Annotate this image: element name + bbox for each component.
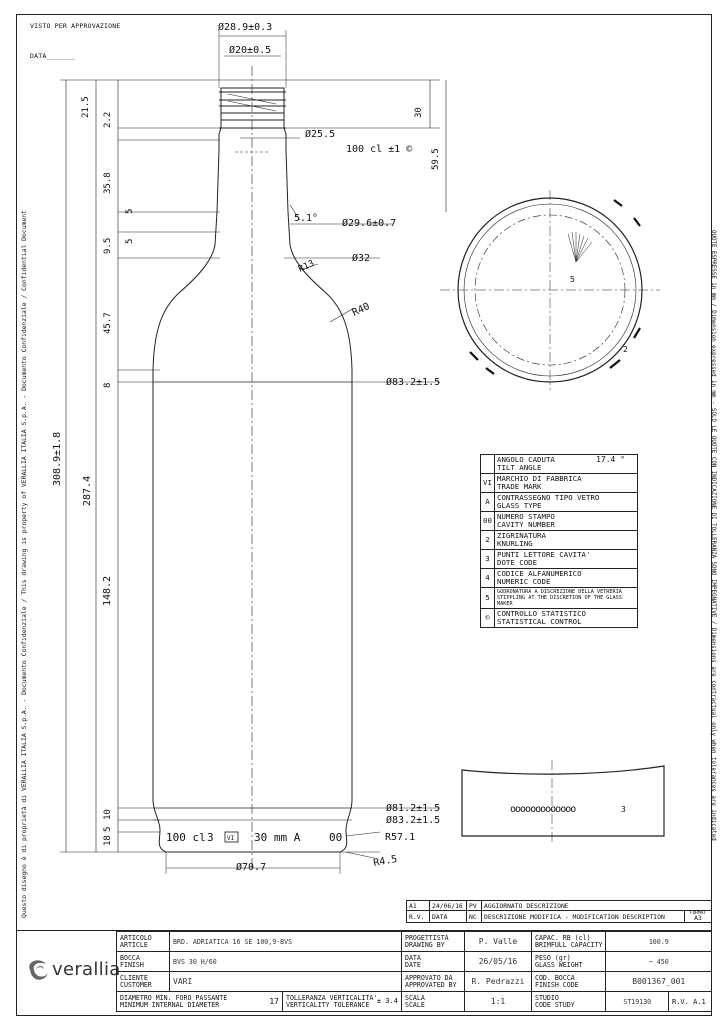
legend-it: CONTRASSEGNO TIPO VETRO: [497, 493, 600, 502]
legend-en: STATISTICAL CONTROL: [497, 617, 582, 626]
dim-d28-9: Ø28.9±0.3: [218, 22, 273, 33]
dim-angle: 5.1°: [294, 213, 319, 224]
dim-h8: 8: [103, 382, 113, 388]
legend-it: MARCHIO DI FABBRICA: [497, 474, 582, 483]
legend-key: VI: [481, 474, 495, 493]
legend-it: CONTROLLO STATISTICO: [497, 609, 586, 618]
rv-value: A.1: [693, 997, 706, 1006]
legend-key: 4: [481, 569, 495, 588]
format-label: FORMAT: [689, 911, 707, 916]
designer-value: P. Valle: [464, 932, 531, 952]
dim-h45-7: 45.7: [103, 312, 113, 334]
base-label-3: 3: [621, 805, 626, 814]
legend-en: KNURLING: [497, 539, 533, 548]
dim-d83-2-top: Ø83.2±1.5: [386, 377, 441, 388]
dim-h2-2: 2.2: [103, 111, 113, 128]
dim-r40: R40: [350, 301, 372, 319]
legend-row: [481, 531, 638, 550]
dim-h5a: 5: [125, 208, 135, 214]
legend-row: [481, 569, 638, 588]
rev-head-by: NC: [467, 911, 482, 923]
approved-value: R. Pedrazzi: [464, 972, 531, 992]
legend-key: [481, 455, 495, 474]
min-diameter-value: 17: [269, 996, 279, 1006]
dim-d81-2: Ø81.2±1.5: [386, 803, 441, 814]
rev-head-code: R.V.: [407, 911, 430, 923]
rev-by: PV: [467, 901, 482, 911]
article-value: BRD. ADRIATICA 16 SE 100,9-BVS: [170, 932, 402, 952]
tilt-angle-value: 17.4 °: [596, 455, 625, 464]
dim-h21-5: 21.5: [81, 96, 91, 118]
finish-code-label: COD. BOCCA FINISH CODE: [531, 972, 606, 992]
dim-v30: 30: [414, 107, 424, 118]
dim-r4-5: R4.5: [372, 853, 399, 869]
format-value: A3: [694, 914, 702, 922]
rev-date: 24/06/16: [430, 901, 467, 911]
finish-code-value: B001367_001: [606, 972, 712, 992]
dim-d70-7: Ø70.7: [236, 862, 267, 873]
verallia-logo: [22, 955, 121, 989]
capacity-mark: 100 cl ±1 ©: [346, 144, 413, 155]
dim-h10: 10: [103, 809, 113, 820]
emboss-cl: 100 cl: [166, 831, 206, 844]
dim-d20: Ø20±0.5: [229, 45, 272, 56]
verallia-logo-text: verallia: [52, 959, 121, 980]
rev-desc: AGGIORNATO DESCRIZIONE: [482, 901, 712, 911]
dim-d83-2-bot: Ø83.2±1.5: [386, 815, 441, 826]
dim-d29-6: Ø29.6±0.7: [342, 218, 397, 229]
rev-head-desc: DESCRIZIONE MODIFICA - MODIFICATION DESCRIPTION: [482, 911, 685, 923]
weight-value: ~ 450: [606, 952, 712, 972]
capacity-value: 100.9: [606, 932, 712, 952]
verallia-logo-icon: [22, 955, 52, 985]
dim-h308: 308.9±1.8: [52, 431, 63, 486]
legend-en: TRADE MARK: [497, 482, 542, 491]
weight-label: PESO (gr) GLASS WEIGHT: [531, 952, 606, 972]
legend-key: 3: [481, 550, 495, 569]
dim-d32: Ø32: [352, 253, 371, 264]
legend-it: NUMERO STAMPO: [497, 512, 555, 521]
customer-label: CLIENTE CUSTOMER: [117, 972, 170, 992]
finish-label: BOCCA FINISH: [117, 952, 170, 972]
verticality-label: TOLLERANZA VERTICALITA' VERTICALITY TOLERANCE ± 3.4: [282, 992, 401, 1012]
legend-en: DOTE CODE: [497, 558, 538, 567]
customer-value: VARI: [170, 972, 402, 992]
legend-it: ANGOLO CADUTA: [497, 455, 555, 464]
confidential-note: Questo disegno è di proprietà di VERALLIA ITALIA S.p.A. - Documento Confidenziale / This drawing is property of VERALLIA ITALIA S.p.A. - Documento Confidenziale / Confidential Document: [20, 210, 28, 918]
dim-v59-5: 59.5: [431, 148, 441, 170]
approved-label: APPROVATO DA APPROVATED BY: [401, 972, 464, 992]
legend-key: ©: [481, 609, 495, 628]
legend-it: ZIGRINATURA: [497, 531, 546, 540]
min-diameter-label: DIAMETRO MIN. FORO PASSANTE MINIMUM INTERNAL DIAMETER 17: [117, 992, 283, 1012]
bottle-outline: [153, 88, 352, 852]
dim-h148: 148.2: [102, 575, 113, 606]
legend-row: [481, 609, 638, 628]
article-label: ARTICOLO ARTICLE: [117, 932, 170, 952]
scale-label: SCALA SCALE: [401, 992, 464, 1012]
title-block: [16, 930, 712, 1017]
dimension-note: QUOTE ESPRESSE in mm / Dimension expressed in mm - SOLO LE QUOTE CON INDICAZIONE DI TOLLERANZA SONO IMPEGNATIVE / Dimensions are contractual only when tolerances are indicated: [710, 230, 716, 841]
base-label-2: 2: [623, 345, 628, 354]
emboss-00: 00: [329, 831, 343, 844]
legend-it: CODICE ALFANUMERICO: [497, 569, 582, 578]
rev-head-date: DATA: [430, 911, 467, 923]
revision-header: [407, 911, 712, 923]
capacity-label: CAPAC. RB (cl) BRIMFULL CAPACITY: [531, 932, 606, 952]
legend-row: [481, 512, 638, 531]
emboss-mm: 30 mm A: [254, 831, 301, 844]
legend-en: CAVITY NUMBER: [497, 520, 555, 529]
finish-value: BVS 30 H/60: [170, 952, 402, 972]
dim-h35-8: 35.8: [103, 172, 113, 194]
scale-value: 1:1: [464, 992, 531, 1012]
rev-code: A1: [407, 901, 430, 911]
revision-row: [407, 901, 712, 911]
approval-label: VISTO PER APPROVAZIONE: [30, 22, 121, 30]
study-label: STUDIO CODE STUDY: [531, 992, 606, 1012]
legend-en: NUMERIC CODE: [497, 577, 551, 586]
date-label: DATA_______: [30, 52, 76, 60]
designer-label: PROGETTISTA DRAWING BY: [401, 932, 464, 952]
dim-h287: 287.4: [82, 475, 93, 506]
dim-r57: R57.1: [385, 832, 416, 843]
legend-key: 00: [481, 512, 495, 531]
dim-h5c: 5: [103, 826, 113, 832]
verticality-value: ± 3.4: [376, 996, 398, 1005]
dim-h9-5: 9.5: [103, 237, 113, 254]
legend-row: [481, 474, 638, 493]
dim-h5b: 5: [125, 238, 135, 244]
legend-row: [481, 588, 638, 609]
dim-h18: 18: [103, 835, 113, 846]
legend-en: GLASS TYPE: [497, 501, 542, 510]
study-value: ST19130: [606, 992, 669, 1012]
dim-d25-5: Ø25.5: [305, 129, 336, 140]
legend-key: A: [481, 493, 495, 512]
legend-row: [481, 455, 638, 474]
legend-it: GODRONATURA A DISCREZIONE DELLA VETRERIA: [497, 589, 622, 595]
legend-key: 2: [481, 531, 495, 550]
rv-label: R.V.: [672, 997, 689, 1006]
emboss-3: 3: [207, 831, 214, 844]
revision-table: [406, 900, 712, 923]
date-tb-value: 26/05/16: [464, 952, 531, 972]
emboss-vi: VI: [227, 835, 235, 842]
legend-row: [481, 550, 638, 569]
legend-row: [481, 493, 638, 512]
legend-key: 5: [481, 588, 495, 609]
base-label-5: 5: [570, 275, 575, 284]
legend-it: PUNTI LETTORE CAVITA': [497, 550, 591, 559]
dote-code-dots: ooooooooooooo: [510, 804, 576, 815]
legend-en: STIPPLING AT THE DISCRETION OF THE GLASS MAKER: [497, 595, 622, 607]
legend-table: [480, 454, 638, 628]
dim-r13: R13: [297, 258, 317, 275]
date-tb-label: DATA DATE: [401, 952, 464, 972]
legend-en: TILT ANGLE: [497, 463, 542, 472]
title-block-grid: [116, 931, 712, 1012]
